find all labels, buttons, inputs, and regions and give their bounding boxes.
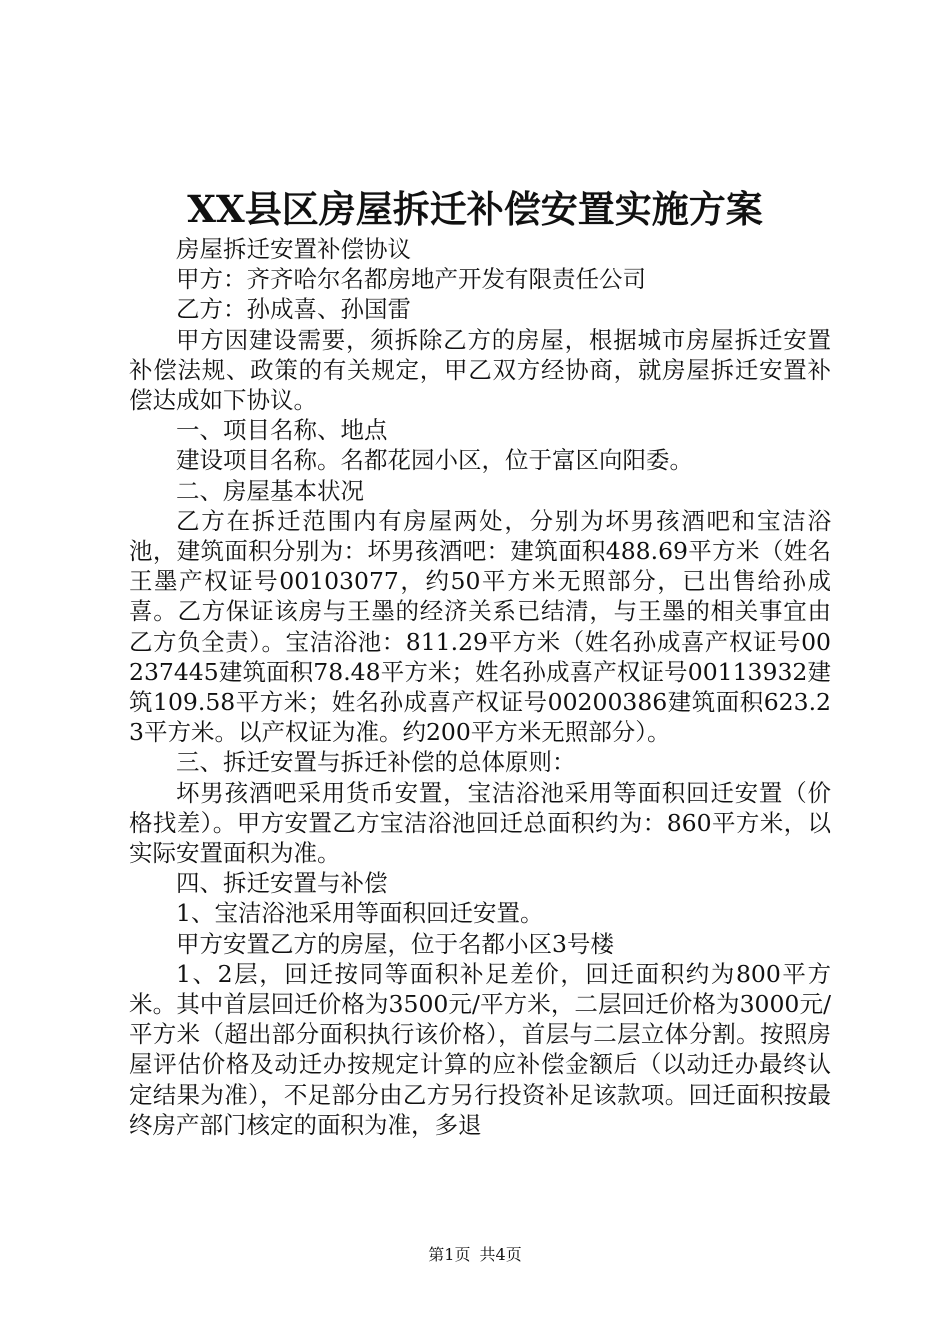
paragraph-item-1: 1、宝洁浴池采用等面积回迁安置。 <box>176 899 544 928</box>
document-title: XX县区房屋拆迁补偿安置实施方案 <box>187 187 763 231</box>
paragraph-preamble: 甲方因建设需要，须拆除乙方的房屋，根据城市房屋拆迁安置补偿法规、政策的有关规定，甲乙双方经协商，就房屋拆迁安置补偿达成如下协议。 <box>129 325 831 415</box>
document-body <box>129 234 831 1140</box>
section-heading-4: 四、拆迁安置与补偿 <box>176 869 388 898</box>
paragraph-agreement-heading: 房屋拆迁安置补偿协议 <box>176 235 411 263</box>
paragraph-house-status: 乙方在拆迁范围内有房屋两处，分别为坏男孩酒吧和宝洁浴池，建筑面积分别为：坏男孩酒吧：建筑面积488.69平方米（姓名王墨产权证号00103077，约50平方米无照部分，已出售给孙成喜。乙方保证该房与王墨的经济关系已结清，与王墨的相关事宜由乙方负全责）。宝洁浴池：811.29平方米（姓名孙成喜产权证号00237445建筑面积78.48平方米；姓名孙成喜产权证号00113932建筑109.58平方米；姓名孙成喜产权证号00200386建筑面积623.23平方米。以产权证为准。约200平方米无照部分）。 <box>129 506 831 747</box>
paragraph-party-b: 乙方：孙成喜、孙国雷 <box>176 295 411 324</box>
paragraph-floors-pricing: 1、2层，回迁按同等面积补足差价，回迁面积约为800平方米。其中首层回迁价格为3500元/平方米，二层回迁价格为3000元/平方米（超出部分面积执行该价格），首层与二层立体分割。按照房屋评估价格及动迁办按规定计算的应补偿金额后（以动迁办最终认定结果为准），不足部分由乙方另行投资补足该款项。回迁面积按最终房产部门核定的面积为准，多退 <box>129 959 831 1139</box>
paragraph-project-name: 建设项目名称。名都花园小区，位于富区向阳委。 <box>176 446 693 475</box>
section-heading-1: 一、项目名称、地点 <box>176 416 388 445</box>
paragraph-party-a: 甲方：齐齐哈尔名都房地产开发有限责任公司 <box>176 265 646 294</box>
paragraph-building-location: 甲方安置乙方的房屋，位于名都小区3号楼 <box>176 929 614 958</box>
paragraph-principles: 坏男孩酒吧采用货币安置，宝洁浴池采用等面积回迁安置（价格找差）。甲方安置乙方宝洁浴池回迁总面积约为：860平方米，以实际安置面积为准。 <box>129 778 831 868</box>
section-heading-2: 二、房屋基本状况 <box>176 476 364 505</box>
page-footer: 第1页 共4页 <box>428 1245 522 1264</box>
section-heading-3: 三、拆迁安置与拆迁补偿的总体原则： <box>176 748 576 777</box>
